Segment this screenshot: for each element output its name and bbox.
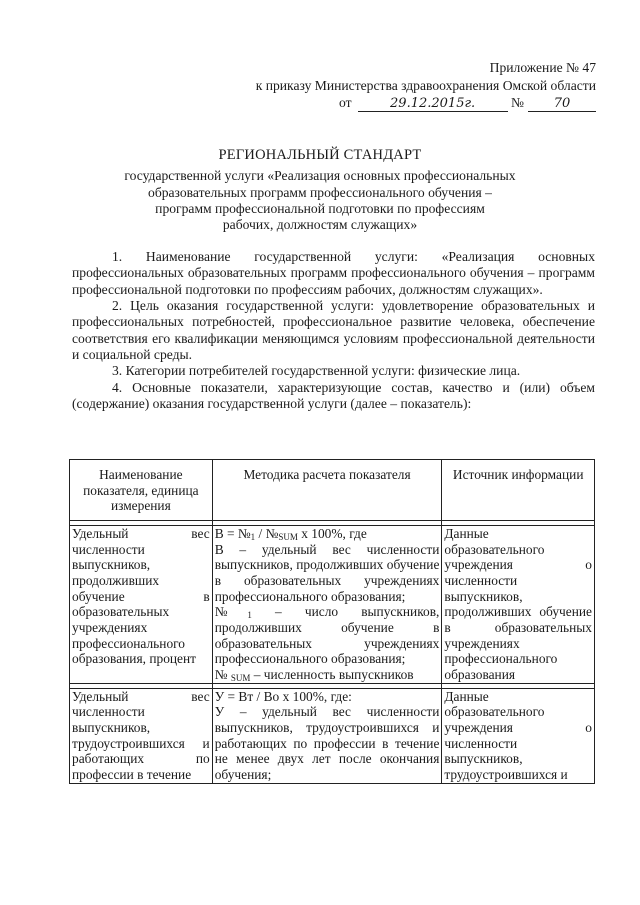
paragraph-indicators: 4. Основные показатели, характеризующие состав, качество и (или) объем (содержание) оказания государственной услуги (далее – показатель): [72,379,595,411]
appendix-number: Приложение № 47 [489,60,596,75]
paragraph-service-name: 1. Наименование государственной услуги: «Реализация основных профессиональных образовательных программ профессионального обучения – программ профессиональной подготовки по профессиям рабочих, должностям служащих». [72,249,595,297]
paragraph-consumers: 3. Категории потребителей государственной услуги: физические лица. [112,363,521,379]
indicator-method: У = Вт / Во х 100%, где: У – удельный вес численности выпускников, трудоустроившихся и работающих по профессии в течение не менее двух лет после окончания обучения; [212,688,442,783]
indicator-name: Удельный вес численности выпускников, трудоустроившихся и работающих по профессии в течение [70,688,213,783]
table-row [70,526,595,684]
body-paragraphs [72,249,595,412]
header-method: Методика расчета показателя [212,460,442,521]
number-prefix: № [511,95,524,110]
header-indicator-name: Наименование показателя, единица измерения [70,460,213,521]
title-line: программ профессиональной подготовки по профессиям [155,201,485,217]
indicator-source: Данные образовательного учреждения о численности выпускников, трудоустроившихся и [442,688,595,783]
title-line: рабочих, должностям служащих» [222,217,418,233]
indicator-source: Данные образовательного учреждения о численности выпускников, продолживших обучение в образовательных учреждениях профессионального образования [442,526,595,684]
title-heading: РЕГИОНАЛЬНЫЙ СТАНДАРТ [218,147,422,163]
table-row [70,688,595,783]
header-source: Источник информации [442,460,595,521]
paragraph-goal: 2. Цель оказания государственной услуги: удовлетворение образовательных и профессиональных потребностей, профессиональное развитие человека, обеспечение соответствия его квалификации меняющимся условиям профессиональной деятельности и социальной среды. [72,297,595,362]
handwritten-date: 29.12.2015г. [358,96,508,112]
document-title [40,147,600,234]
table-header-row [70,460,595,521]
title-line: государственной услуги «Реализация основных профессиональных [124,168,516,184]
date-prefix: от [339,95,352,110]
order-reference: к приказу Министерства здравоохранения Омской области [255,78,596,93]
indicator-name: Удельный вес численности выпускников, продолживших обучение в образовательных учреждениях профессионального образования, процент [70,526,213,684]
indicators-table [69,459,595,784]
title-line: образовательных программ профессионального обучения – [148,184,492,200]
handwritten-number: 70 [528,96,596,112]
indicator-method: $В = №_1$ / $№_{SUM}$ х 100%, где В – удельный вес численности выпускников, продолживших обучение в образовательных учреждениях профессионального образования; $№_1$ – число выпускников, продолживших обучение в образовательных учреждениях профессионального образования; № $_{SUM}$ – численность выпускников [212,526,442,684]
order-date-number [339,95,596,112]
